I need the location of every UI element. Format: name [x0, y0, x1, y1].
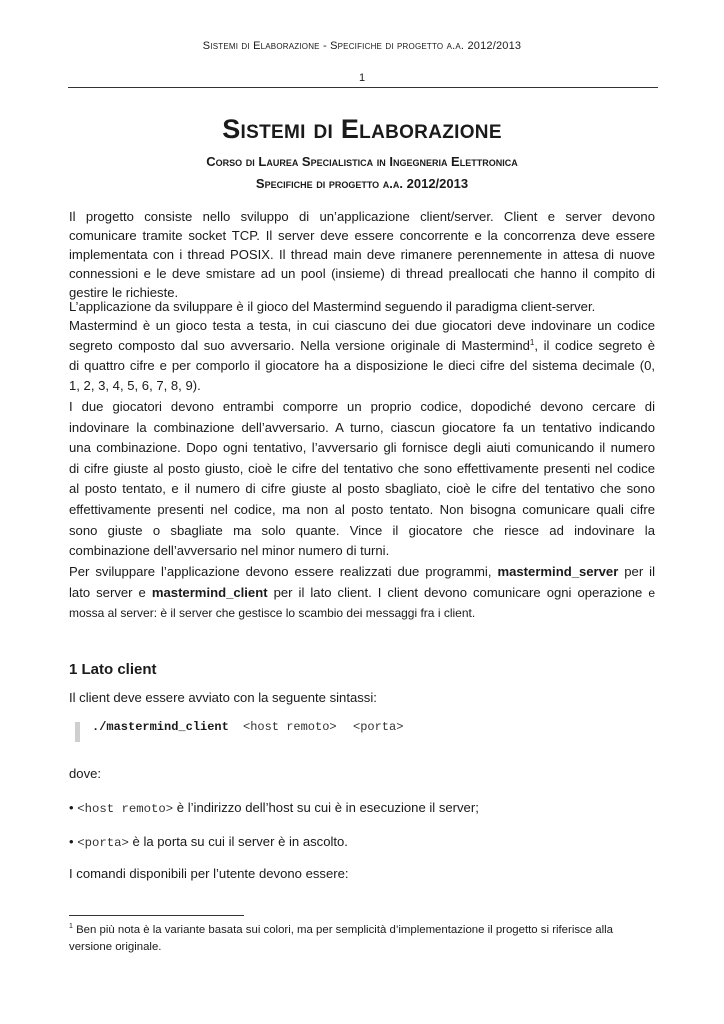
paragraph-line: Mastermind è un gioco testa a testa, in cui ciascuno dei due giocatori deve indovinare un codice: [69, 318, 655, 333]
paragraph-text: Per sviluppare l’applicazione devono essere realizzati due programmi,: [69, 564, 498, 579]
paragraph-line: effettivamente presenti nel codice, ma non al posto tentato. Non bisogna comunicare quali cifre: [69, 501, 655, 517]
paragraph-line: [69, 583, 655, 604]
footnote-divider: [69, 915, 244, 916]
list-item: [69, 800, 479, 816]
paragraph-text: per il lato client. I client devono comunicare ogni operazione: [267, 584, 649, 600]
list-item-text: è l’indirizzo dell’host su cui è in esecuzione il server;: [173, 800, 479, 815]
list-item-text: è la porta su cui il server è in ascolto.: [128, 834, 348, 849]
paragraph-line: di quattro cifre e per comporlo il giocatore ha a disposizione le dieci cifre del sistema decimale (0,: [69, 358, 655, 373]
code-snippet: [75, 718, 575, 744]
paragraph-mastermind-rules: [69, 316, 655, 396]
spec-subtitle: [0, 176, 724, 191]
syntax-intro: Il client deve essere avviato con la seguente sintassi:: [69, 690, 377, 705]
paragraph-line: di cifre giuste al posto giusto, cioè le cifre del tentativo che sono effettivamente presenti nel codice: [69, 460, 655, 476]
list-item: [69, 834, 348, 850]
bullet-glyph: •: [69, 800, 74, 815]
paragraph-line: Il progetto consiste nello sviluppo di un’applicazione client/server. Client e server devono: [69, 209, 655, 224]
bullet-glyph: •: [69, 834, 74, 849]
footnote-mark: 1: [69, 923, 73, 930]
paragraph-line: al posto tentato, e il numero di cifre giuste al posto sbagliato, cioè le cifre del tentativo che sono: [69, 481, 655, 497]
code-block-marker: [75, 722, 80, 742]
program-name-server: mastermind_server: [497, 564, 619, 579]
paragraph-programs: [69, 562, 655, 624]
where-label: dove:: [69, 766, 102, 781]
code-inline: <host remoto>: [77, 802, 174, 816]
running-header: Sistemi di Elaborazione - Specifiche di progetto a.a. 2012/2013: [202, 40, 522, 52]
paragraph-line: gestire le richieste.: [69, 285, 179, 300]
spec-subtitle-text: Specifiche di progetto a.a.: [255, 176, 403, 191]
paragraph-line: 1, 2, 3, 4, 5, 6, 7, 8, 9).: [69, 378, 201, 393]
paragraph-line: [69, 562, 655, 583]
paragraph-text: e: [648, 585, 655, 600]
paragraph-text: , il codice segreto è: [534, 338, 656, 353]
paragraph-line: implementata con i thread POSIX. Il thread main deve rimanere perennemente in attesa di nuove: [69, 247, 655, 262]
paragraph-line: connessioni e le deve smistare ad un pool (insieme) di thread preallocati che hanno il compito di: [69, 266, 655, 281]
footnote-text: Ben più nota è la variante basata sui colori, ma per semplicità d’implementazione il progetto si riferisce alla versione originale.: [69, 924, 613, 953]
paragraph-text: lato server e: [69, 584, 152, 600]
program-name-client: mastermind_client: [151, 584, 268, 600]
command-name: ./mastermind_client: [92, 720, 229, 734]
argument-port: <porta>: [353, 720, 404, 734]
paragraph-line: indovinare la combinazione dell’avversario. A turno, ciascun giocatore fa un tentativo indicando: [69, 419, 655, 435]
argument-host: <host remoto>: [243, 720, 337, 734]
course-subtitle: Corso di Laurea Specialistica in Ingegneria Elettronica: [206, 154, 518, 169]
paragraph-line: mossa al server: è il server che gestisce lo scambio dei messaggi fra i client.: [69, 606, 476, 620]
paragraph-text: segreto composto dal suo avversario. Nella versione originale di Mastermind: [69, 338, 530, 353]
paragraph-line-with-footnote: [69, 336, 655, 356]
paragraph-line: I due giocatori devono entrambi comporre un proprio codice, dopodiché devono cercare di: [69, 399, 655, 414]
paragraph-line: combinazione dell’avversario nel minor numero di turni.: [69, 543, 390, 559]
footnote: [69, 922, 659, 956]
paragraph-line: sono giuste o sbagliate ma solo quante. Vince il giocatore che riesce ad indovinare la: [69, 522, 655, 538]
footnote-reference: 1: [529, 338, 535, 347]
paragraph-line: una combinazione. Dopo ogni tentativo, l’avversario gli fornisce degli aiuti comunicando il numero: [69, 440, 655, 456]
paragraph-gameplay: [69, 397, 655, 562]
paragraph-mastermind-intro: [69, 297, 655, 316]
header-divider: [68, 87, 658, 88]
commands-intro: I comandi disponibili per l’utente devono essere:: [69, 866, 349, 881]
spec-subtitle-year: 2012/2013: [406, 176, 469, 191]
paragraph-line: L’applicazione da sviluppare è il gioco del Mastermind seguendo il paradigma client-server.: [69, 299, 596, 314]
section-heading: 1 Lato client: [69, 661, 157, 678]
document-title: Sistemi di Elaborazione: [222, 114, 502, 144]
paragraph-line: comunicare tramite socket TCP. Il server deve essere concorrente e la concorrenza deve essere: [69, 228, 655, 243]
code-inline: <porta>: [77, 836, 129, 850]
page-number: 1: [358, 72, 366, 84]
paragraph-intro: [69, 207, 655, 302]
paragraph-text: per il: [618, 564, 655, 579]
